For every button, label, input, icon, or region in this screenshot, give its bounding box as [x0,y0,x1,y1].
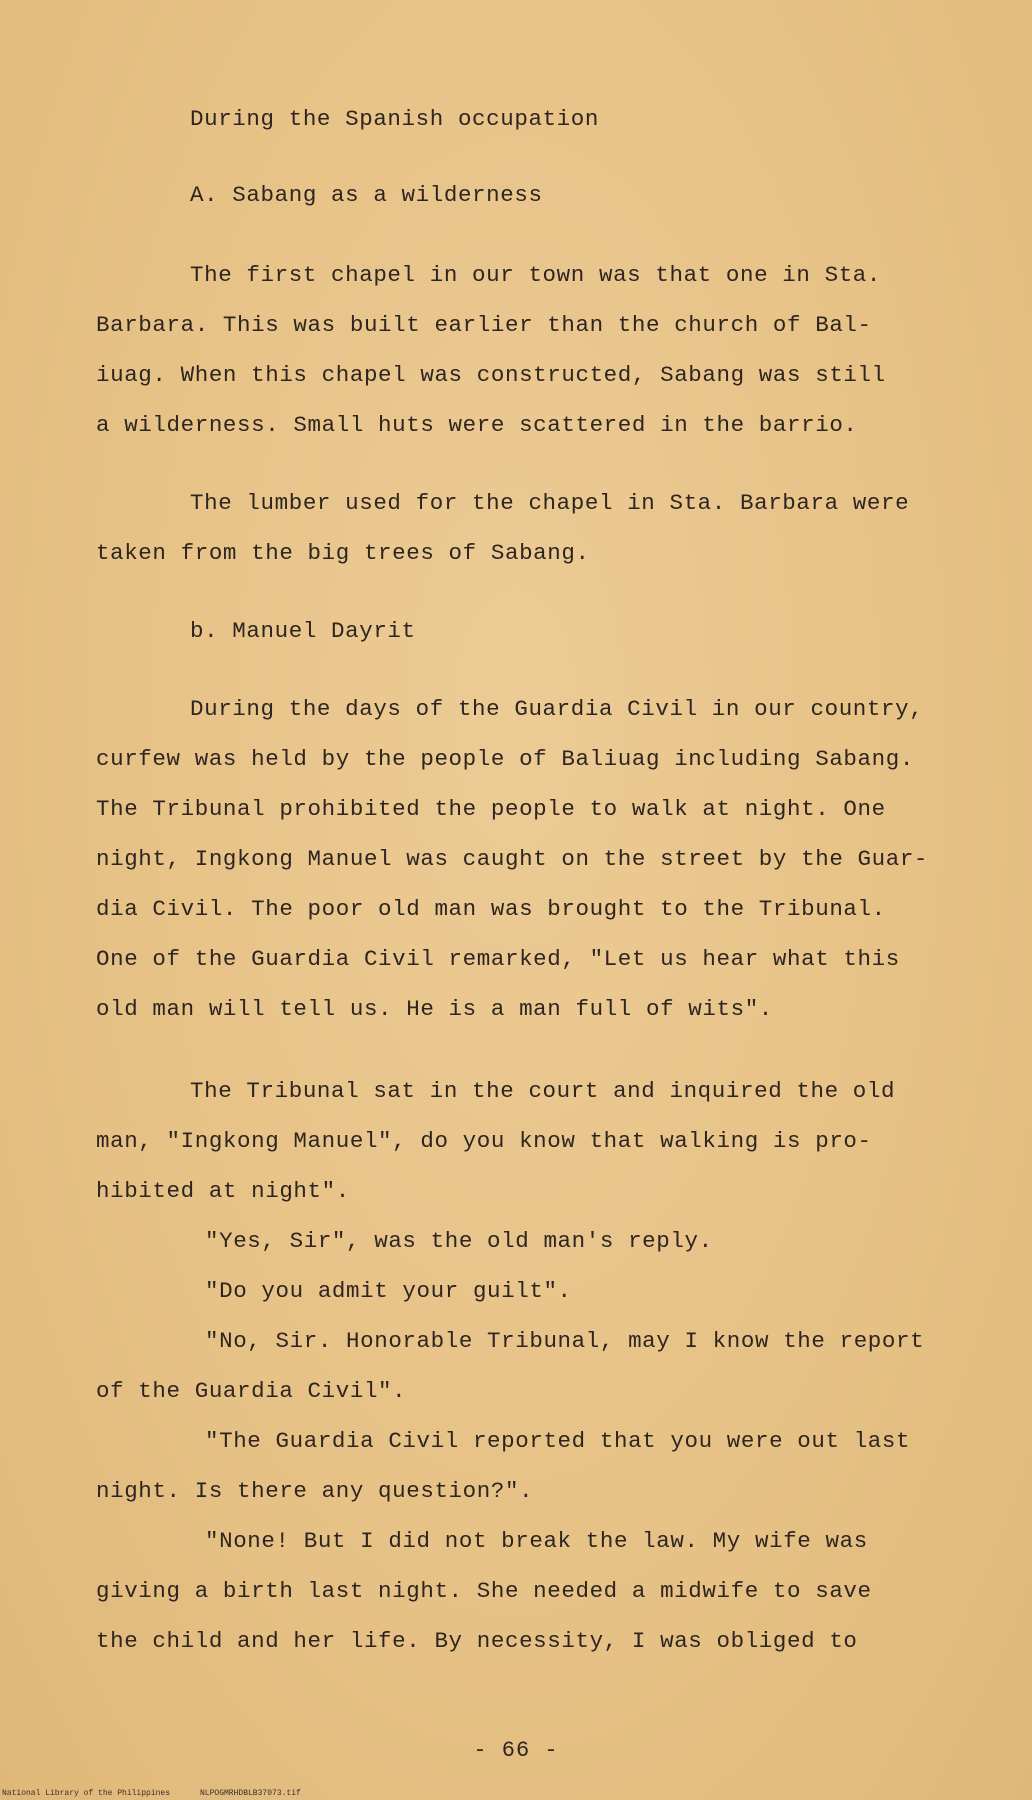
text-line: iuag. When this chapel was constructed, Sabang was still [96,362,886,388]
text-line: curfew was held by the people of Baliuag including Sabang. [96,746,914,772]
text-line: hibited at night". [96,1178,350,1204]
text-line: The Tribunal prohibited the people to walk at night. One [96,796,886,822]
dialogue-line: the child and her life. By necessity, I was obliged to [96,1628,858,1654]
dialogue-line: "Yes, Sir", was the old man's reply. [205,1228,713,1254]
footer-filename: NLPOGMRHDBLB37073.tif [200,1789,301,1798]
dialogue-line: night. Is there any question?". [96,1478,534,1504]
text-line: Barbara. This was built earlier than the church of Bal- [96,312,872,338]
text-line: During the days of the Guardia Civil in our country, [190,696,924,722]
dialogue-line: "No, Sir. Honorable Tribunal, may I know the report [205,1328,925,1354]
text-line: dia Civil. The poor old man was brought to the Tribunal. [96,896,886,922]
text-line: man, "Ingkong Manuel", do you know that walking is pro- [96,1128,872,1154]
text-line: a wilderness. Small huts were scattered in the barrio. [96,412,858,438]
footer-library: National Library of the Philippines [2,1789,171,1798]
dialogue-line: "Do you admit your guilt". [205,1278,572,1304]
text-line: The first chapel in our town was that one in Sta. [190,262,882,288]
scan-footer [0,1762,1032,1798]
heading-section-a: A. Sabang as a wilderness [190,182,543,208]
heading-section-b: b. Manuel Dayrit [190,618,416,644]
text-line: One of the Guardia Civil remarked, "Let us hear what this [96,946,900,972]
text-line: night, Ingkong Manuel was caught on the street by the Guar- [96,846,929,872]
dialogue-line: of the Guardia Civil". [96,1378,407,1404]
heading-period: During the Spanish occupation [190,106,599,132]
text-line: taken from the big trees of Sabang. [96,540,590,566]
dialogue-line: giving a birth last night. She needed a midwife to save [96,1578,872,1604]
text-line: The Tribunal sat in the court and inquired the old [190,1078,896,1104]
page-number: - 66 - [473,1738,559,1763]
dialogue-line: "None! But I did not break the law. My wife was [205,1528,868,1554]
text-line: old man will tell us. He is a man full of wits". [96,996,773,1022]
text-line: The lumber used for the chapel in Sta. Barbara were [190,490,910,516]
dialogue-line: "The Guardia Civil reported that you were out last [205,1428,911,1454]
